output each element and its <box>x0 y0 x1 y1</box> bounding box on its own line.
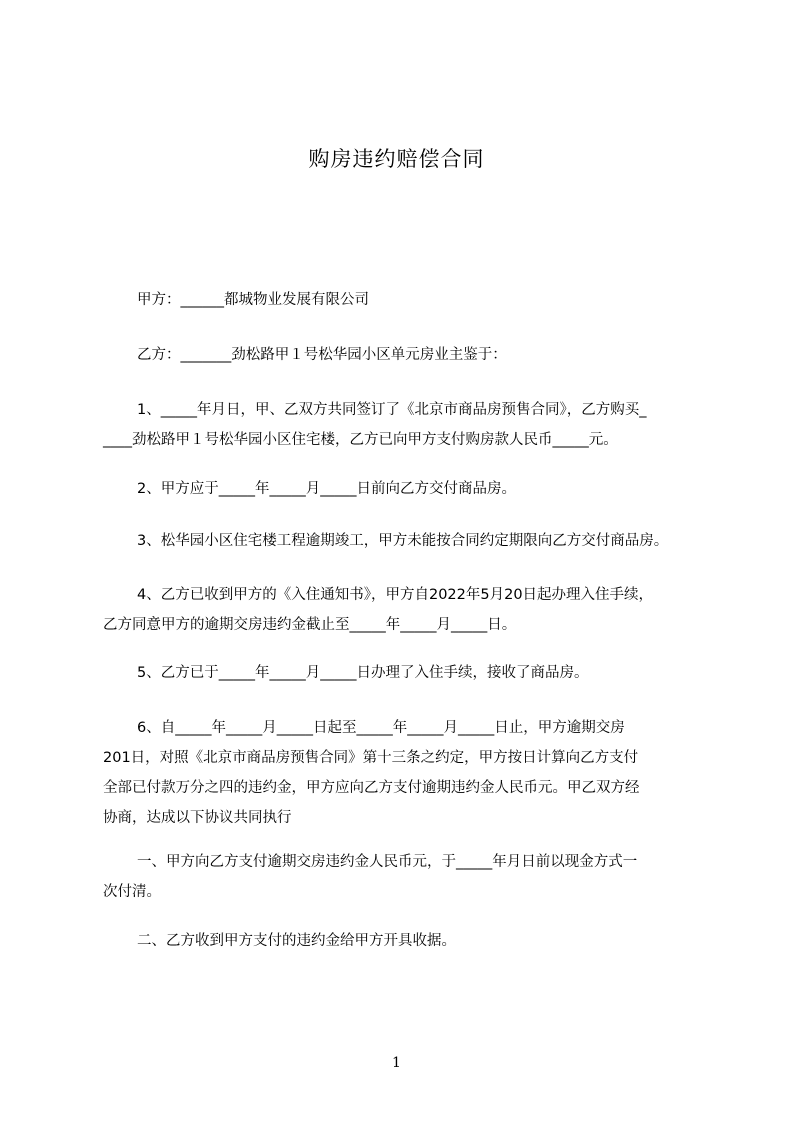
agreement-1-paragraph <box>103 847 703 907</box>
paragraph-line: 1、_____年月日，甲、乙双方共同签订了《北京市商品房预售合同》，乙方购买_ <box>137 402 647 418</box>
paragraph-line: 乙方同意甲方的逾期交房违约金截止至_____年_____月_____日。 <box>103 617 517 633</box>
paragraph-line: 4、乙方已收到甲方的《入住通知书》，甲方自2022年5月20日起办理入住手续， <box>137 587 654 603</box>
clause-3-paragraph <box>103 526 703 556</box>
paragraph-line: 协商，达成以下协议共同执行 <box>103 810 292 826</box>
paragraph-line: 甲方：______都城物业发展有限公司 <box>137 292 369 308</box>
paragraph-line: 201日，对照《北京市商品房预售合同》第十三条之约定，甲方按日计算向乙方支付 <box>103 750 639 766</box>
party-b-paragraph <box>103 340 703 370</box>
paragraph-line: 二、乙方收到甲方支付的违约金给甲方开具收据。 <box>137 933 456 949</box>
paragraph-line: 6、自_____年_____月_____日起至_____年_____月_____日止，甲方逾期交房 <box>137 720 625 736</box>
paragraph-line: 乙方：_______劲松路甲１号松华园小区单元房业主鉴于： <box>137 347 507 363</box>
clause-2-paragraph <box>103 474 703 504</box>
paragraph-line: 5、乙方已于_____年_____月_____日办理了入住手续，接收了商品房。 <box>137 665 589 681</box>
clause-5-paragraph <box>103 658 703 688</box>
paragraph-line: 次付清。 <box>103 884 161 900</box>
paragraph-line: 全部已付款万分之四的违约金，甲方应向乙方支付逾期违约金人民币元。甲乙双方经 <box>103 780 640 796</box>
clause-1-paragraph <box>103 395 703 455</box>
paragraph-line: 一、甲方向乙方支付逾期交房违约金人民币元，于_____年月日前以现金方式一 <box>137 854 638 870</box>
document-title: 购房违约赔偿合同 <box>308 147 485 171</box>
paragraph-line: ____劲松路甲１号松华园小区住宅楼，乙方已向甲方支付购房款人民币_____元。 <box>103 432 618 448</box>
paragraph-line: 3、松华园小区住宅楼工程逾期竣工，甲方未能按合同约定期限向乙方交付商品房。 <box>137 533 669 549</box>
party-a-paragraph <box>103 285 703 315</box>
paragraph-line: 2、甲方应于_____年_____月_____日前向乙方交付商品房。 <box>137 481 516 497</box>
page-number: 1 <box>392 1055 401 1071</box>
clause-6-paragraph <box>103 713 703 833</box>
agreement-2-paragraph <box>103 926 703 956</box>
clause-4-paragraph <box>103 580 703 640</box>
